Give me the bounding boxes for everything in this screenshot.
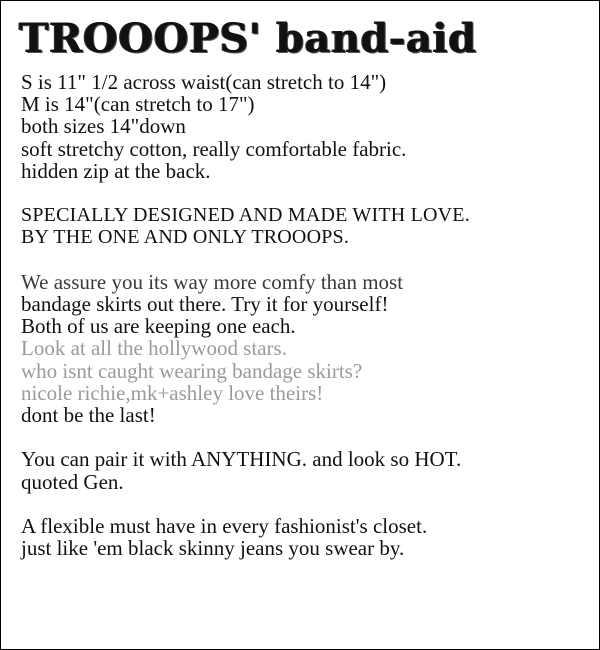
pitch-line-7: dont be the last! (21, 403, 156, 428)
pitch-line-3: Both of us are keeping one each. (21, 314, 296, 339)
pairing-line-2: quoted Gen. (21, 469, 124, 494)
spec-line-zip: hidden zip at the back. (21, 158, 211, 183)
tagline-line-1: SPECIALLY DESIGNED AND MADE WITH LOVE. (21, 204, 470, 227)
description-body (21, 71, 591, 559)
pitch-line-6: nicole richie,mk+ashley love theirs! (21, 380, 324, 405)
paragraph-spacer (21, 493, 591, 515)
paragraph-spacer (21, 182, 591, 204)
paragraph-spacer (21, 426, 591, 448)
tagline-line-2: BY THE ONE AND ONLY TROOOPS. (21, 226, 350, 249)
spec-line-small-size: S is 11" 1/2 across waist(can stretch to 14") (21, 70, 387, 94)
page-title: TROOOPS' band-aid (19, 15, 477, 62)
pitch-line-1: We assure you its way more comfy than most (21, 269, 404, 294)
pitch-line-4: Look at all the hollywood stars. (21, 336, 287, 361)
pitch-line-5: who isnt caught wearing bandage skirts? (21, 358, 363, 383)
pitch-line-2: bandage skirts out there. Try it for yourself! (21, 292, 389, 316)
pairing-line-1: You can pair it with ANYTHING. and look so HOT. (21, 447, 462, 472)
spec-line-length: both sizes 14"down (21, 114, 186, 139)
closing-line-1: A flexible must have in every fashionist's closet. (21, 514, 428, 538)
spec-line-medium-size: M is 14"(can stretch to 17") (21, 92, 255, 117)
closing-line-2: just like 'em black skinny jeans you swear by. (21, 536, 405, 561)
paragraph-spacer (21, 249, 591, 271)
spec-line-fabric: soft stretchy cotton, really comfortable fabric. (21, 136, 407, 161)
